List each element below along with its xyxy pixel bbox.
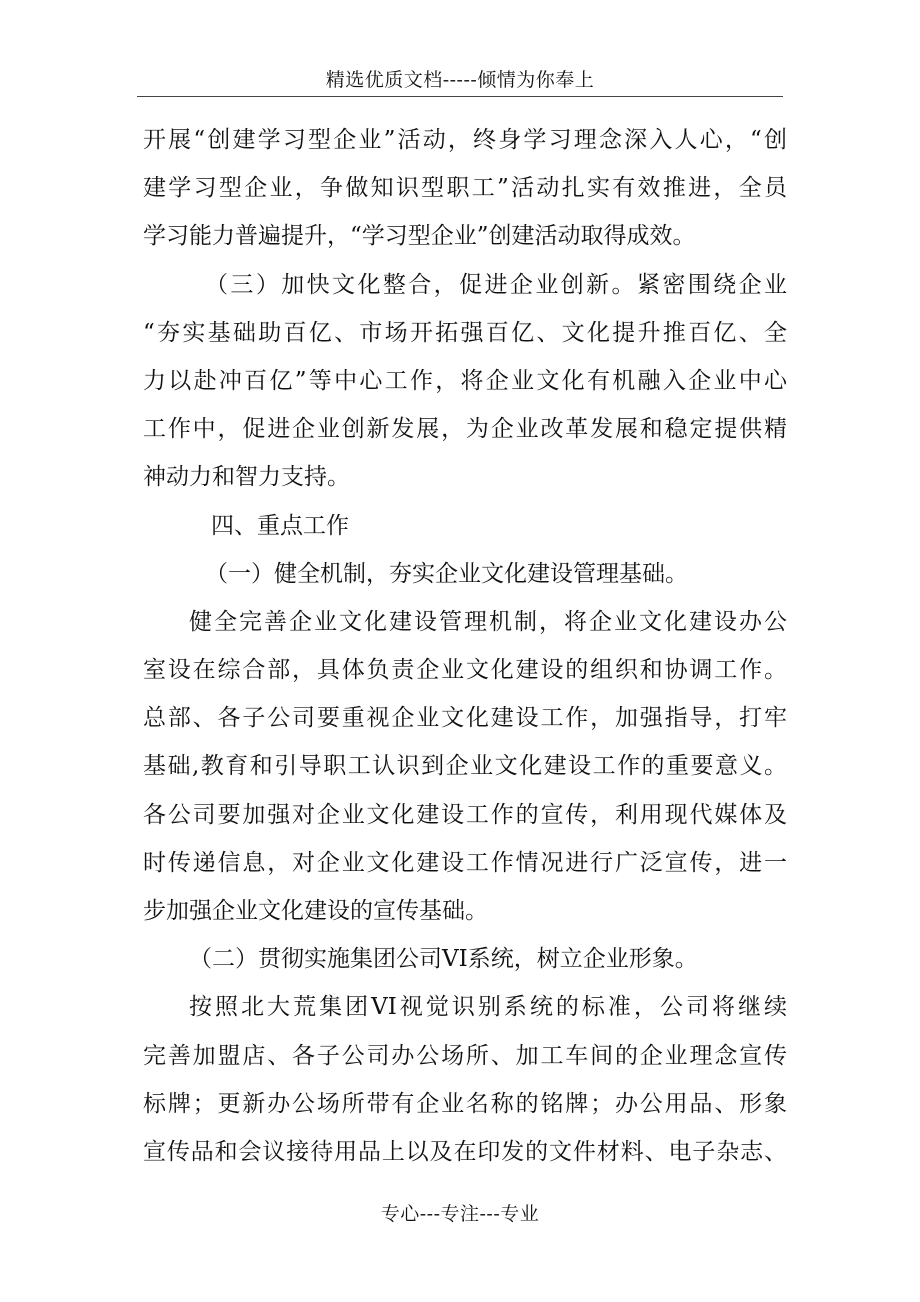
text-line: 神动力和智力支持。 [143, 464, 350, 491]
text-line: 工作中，促进企业创新发展，为企业改革发展和稳定提供精 [143, 416, 787, 443]
text-line: 基础,教育和引导职工认识到企业文化建设工作的重要意义。 [143, 753, 787, 780]
header-divider [137, 96, 783, 97]
document-body [143, 116, 787, 1176]
subsection-heading: （一）健全机制，夯实企业文化建设管理基础。 [205, 560, 688, 587]
text-line: 各公司要加强对企业文化建设工作的宣传，利用现代媒体及 [143, 801, 787, 828]
text-line: 步加强企业文化建设的宣传基础。 [143, 898, 488, 924]
text-line: 开展“创建学习型企业”活动，终身学习理念深入人心，“创 [143, 127, 787, 153]
text-line: 时传递信息，对企业文化建设工作情况进行广泛宣传，进一 [143, 849, 787, 876]
text-line: 建学习型企业，争做知识型职工”活动扎实有效推进，全员 [143, 175, 787, 202]
text-line: “夯实基础助百亿、市场开拓强百亿、文化提升推百亿、全 [143, 319, 787, 346]
paragraph-first-line: 按照北大荒集团VI视觉识别系统的标准，公司将继续 [189, 994, 787, 1021]
text-line: 标牌；更新办公场所带有企业名称的铭牌；办公用品、形象 [143, 1090, 787, 1117]
text-line: 室设在综合部，具体负责企业文化建设的组织和协调工作。 [143, 657, 787, 684]
subsection-heading: （二）贯彻实施集团公司VI系统，树立企业形象。 [189, 946, 698, 973]
paragraph-first-line: 健全完善企业文化建设管理机制，将企业文化建设办公 [189, 608, 787, 635]
text-line: 总部、各子公司要重视企业文化建设工作，加强指导，打牢 [143, 705, 787, 732]
text-line: 完善加盟店、各子公司办公场所、加工车间的企业理念宣传 [143, 1042, 787, 1069]
page-footer: 专心---专注---专业 [380, 1203, 540, 1225]
text-line: 学习能力普遍提升，“学习型企业”创建活动取得成效。 [143, 223, 696, 250]
page-header: 精选优质文档-----倾情为你奉上 [325, 69, 595, 91]
section-heading-line: （三）加快文化整合，促进企业创新。紧密围绕企业 [205, 271, 787, 298]
text-line: 力以赴冲百亿”等中心工作，将企业文化有机融入企业中心 [143, 367, 787, 394]
text-line: 宣传品和会议接待用品上以及在印发的文件材料、电子杂志、 [143, 1138, 787, 1165]
section-heading: 四、重点工作 [211, 512, 349, 539]
